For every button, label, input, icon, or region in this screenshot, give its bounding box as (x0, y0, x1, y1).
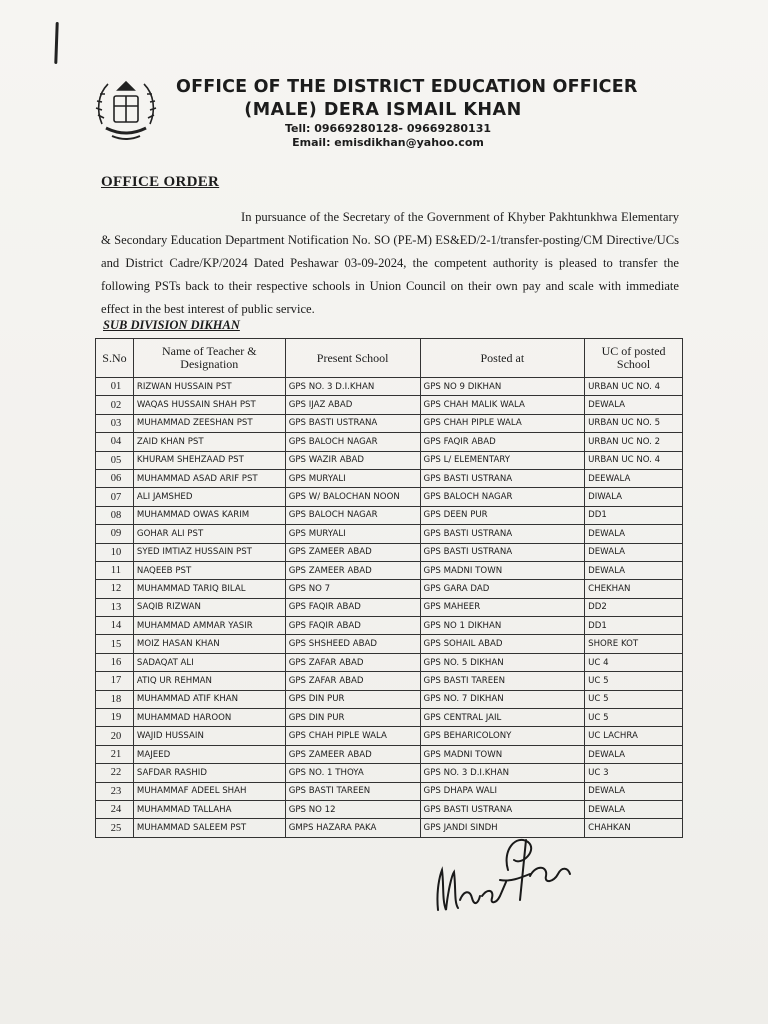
teacher-name-cell: SYED IMTIAZ HUSSAIN PST (133, 543, 285, 561)
table-row (96, 745, 683, 763)
order-body-paragraph: In pursuance of the Secretary of the Government of Khyber Pakhtunkhwa Elementary & Secondary Education Department Notification No. SO (PE-M) ES&ED/2-1/transfer-posting/CM Directive/UCs and District Cadre/KP/2024 Dated Peshawar 03-09-2024, the competent authority is pleased to transfer the following PSTs back to their respective schools in Union Council on their own pay and scale with immediate effect in the best interest of public service. (101, 210, 679, 316)
teacher-name-cell: MUHAMMAD HAROON (133, 709, 285, 727)
sno-cell: 21 (96, 745, 134, 763)
table-header-row (96, 339, 683, 378)
sno-cell: 22 (96, 764, 134, 782)
present-school-cell: GPS FAQIR ABAD (285, 617, 420, 635)
uc-cell: DEWALA (585, 525, 683, 543)
sno-cell: 15 (96, 635, 134, 653)
sno-cell: 13 (96, 598, 134, 616)
uc-cell: DD1 (585, 506, 683, 524)
teacher-name-cell: MOIZ HASAN KHAN (133, 635, 285, 653)
sno-cell: 08 (96, 506, 134, 524)
table-row (96, 433, 683, 451)
table-row (96, 469, 683, 487)
uc-cell: URBAN UC NO. 4 (585, 378, 683, 396)
posted-at-cell: GPS NO. 3 D.I.KHAN (420, 764, 585, 782)
sno-cell: 06 (96, 469, 134, 487)
teacher-name-cell: ATIQ UR REHMAN (133, 672, 285, 690)
present-school-cell: GPS IJAZ ABAD (285, 396, 420, 414)
sno-cell: 04 (96, 433, 134, 451)
teacher-name-cell: ALI JAMSHED (133, 488, 285, 506)
teacher-name-cell: MUHAMMAD AMMAR YASIR (133, 617, 285, 635)
office-order-heading: OFFICE ORDER (101, 174, 220, 190)
phone-numbers: Tell: 09669280128- 09669280131 (284, 122, 492, 135)
uc-cell: DEWALA (585, 543, 683, 561)
present-school-cell: GPS BALOCH NAGAR (285, 433, 420, 451)
uc-cell: DEWALA (585, 782, 683, 800)
header-present-school: Present School (285, 339, 420, 378)
teacher-name-cell: MUHAMMAD TALLAHA (133, 800, 285, 818)
present-school-cell: GPS WAZIR ABAD (285, 451, 420, 469)
sno-cell: 05 (96, 451, 134, 469)
present-school-cell: GPS W/ BALOCHAN NOON (285, 488, 420, 506)
uc-cell: URBAN UC NO. 2 (585, 433, 683, 451)
uc-cell: DEWALA (585, 396, 683, 414)
uc-cell: DEWALA (585, 745, 683, 763)
posted-at-cell: GPS CENTRAL JAIL (420, 709, 585, 727)
table-row (96, 672, 683, 690)
teacher-name-cell: MUHAMMAD ASAD ARIF PST (133, 469, 285, 487)
present-school-cell: GPS MURYALI (285, 469, 420, 487)
table-body (96, 378, 683, 838)
present-school-cell: GPS BASTI TAREEN (285, 782, 420, 800)
office-title-line2: (MALE) DERA ISMAIL KHAN (244, 100, 522, 120)
sno-cell: 01 (96, 378, 134, 396)
uc-cell: DIWALA (585, 488, 683, 506)
sno-cell: 18 (96, 690, 134, 708)
sno-cell: 25 (96, 819, 134, 837)
officer-signature (430, 830, 580, 920)
sno-cell: 19 (96, 709, 134, 727)
posted-at-cell: GPS CHAH MALIK WALA (420, 396, 585, 414)
table-row (96, 727, 683, 745)
teacher-name-cell: WAQAS HUSSAIN SHAH PST (133, 396, 285, 414)
sno-cell: 12 (96, 580, 134, 598)
posted-at-cell: GPS MAHEER (420, 598, 585, 616)
table-row (96, 800, 683, 818)
present-school-cell: GPS CHAH PIPLE WALA (285, 727, 420, 745)
posted-at-cell: GPS GARA DAD (420, 580, 585, 598)
teacher-name-cell: MUHAMMAD SALEEM PST (133, 819, 285, 837)
uc-cell: UC 5 (585, 690, 683, 708)
table-row (96, 414, 683, 432)
table-row (96, 635, 683, 653)
present-school-cell: GPS DIN PUR (285, 709, 420, 727)
table-row (96, 561, 683, 579)
teacher-name-cell: MUHAMMAF ADEEL SHAH (133, 782, 285, 800)
posted-at-cell: GPS NO 1 DIKHAN (420, 617, 585, 635)
present-school-cell: GPS BASTI USTRANA (285, 414, 420, 432)
table-row (96, 543, 683, 561)
letterhead (168, 76, 638, 150)
posted-at-cell: GPS JANDI SINDH (420, 819, 585, 837)
teacher-name-cell: RIZWAN HUSSAIN PST (133, 378, 285, 396)
teacher-name-cell: KHURAM SHEHZAAD PST (133, 451, 285, 469)
uc-cell: UC LACHRA (585, 727, 683, 745)
office-title-line1: OFFICE OF THE DISTRICT EDUCATION OFFICER (176, 77, 638, 97)
table-row (96, 580, 683, 598)
present-school-cell: GPS ZAMEER ABAD (285, 561, 420, 579)
uc-cell: URBAN UC NO. 5 (585, 414, 683, 432)
teacher-name-cell: MUHAMMAD TARIQ BILAL (133, 580, 285, 598)
uc-cell: UC 5 (585, 709, 683, 727)
posted-at-cell: GPS BASTI USTRANA (420, 469, 585, 487)
posted-at-cell: GPS BASTI USTRANA (420, 543, 585, 561)
sno-cell: 20 (96, 727, 134, 745)
posted-at-cell: GPS NO. 7 DIKHAN (420, 690, 585, 708)
sno-cell: 16 (96, 653, 134, 671)
table-row (96, 819, 683, 837)
teacher-name-cell: SAQIB RIZWAN (133, 598, 285, 616)
posted-at-cell: GPS FAQIR ABAD (420, 433, 585, 451)
present-school-cell: GPS ZAMEER ABAD (285, 543, 420, 561)
uc-cell: UC 4 (585, 653, 683, 671)
subdivision-heading: SUB DIVISION DIKHAN (103, 318, 240, 332)
table-row (96, 378, 683, 396)
posted-at-cell: GPS DHAPA WALI (420, 782, 585, 800)
table-row (96, 396, 683, 414)
posted-at-cell: GPS NO 9 DIKHAN (420, 378, 585, 396)
posted-at-cell: GPS SOHAIL ABAD (420, 635, 585, 653)
sno-cell: 03 (96, 414, 134, 432)
teacher-name-cell: NAQEEB PST (133, 561, 285, 579)
teacher-name-cell: WAJID HUSSAIN (133, 727, 285, 745)
posted-at-cell: GPS L/ ELEMENTARY (420, 451, 585, 469)
table-row (96, 764, 683, 782)
table-row (96, 488, 683, 506)
present-school-cell: GPS ZAFAR ABAD (285, 653, 420, 671)
posted-at-cell: GPS BALOCH NAGAR (420, 488, 585, 506)
sno-cell: 17 (96, 672, 134, 690)
uc-cell: SHORE KOT (585, 635, 683, 653)
sno-cell: 07 (96, 488, 134, 506)
present-school-cell: GPS DIN PUR (285, 690, 420, 708)
table-row (96, 617, 683, 635)
uc-cell: CHEKHAN (585, 580, 683, 598)
teacher-name-cell: ZAID KHAN PST (133, 433, 285, 451)
table-row (96, 653, 683, 671)
email-address: Email: emisdikhan@yahoo.com (292, 136, 484, 149)
present-school-cell: GPS NO 12 (285, 800, 420, 818)
present-school-cell: GPS NO. 3 D.I.KHAN (285, 378, 420, 396)
uc-cell: URBAN UC NO. 4 (585, 451, 683, 469)
teacher-name-cell: SAFDAR RASHID (133, 764, 285, 782)
posted-at-cell: GPS BASTI TAREEN (420, 672, 585, 690)
teacher-name-cell: MUHAMMAD ZEESHAN PST (133, 414, 285, 432)
table-row (96, 709, 683, 727)
header-uc: UC of posted School (585, 339, 683, 378)
table-row (96, 690, 683, 708)
present-school-cell: GPS NO 7 (285, 580, 420, 598)
header-posted-at: Posted at (420, 339, 585, 378)
present-school-cell: GPS ZAMEER ABAD (285, 745, 420, 763)
present-school-cell: GPS MURYALI (285, 525, 420, 543)
present-school-cell: GPS BALOCH NAGAR (285, 506, 420, 524)
teacher-name-cell: MAJEED (133, 745, 285, 763)
posted-at-cell: GPS CHAH PIPLE WALA (420, 414, 585, 432)
uc-cell: DEWALA (585, 800, 683, 818)
uc-cell: UC 3 (585, 764, 683, 782)
uc-cell: DEWALA (585, 561, 683, 579)
teacher-name-cell: MUHAMMAD OWAS KARIM (133, 506, 285, 524)
sno-cell: 24 (96, 800, 134, 818)
header-name: Name of Teacher & Designation (133, 339, 285, 378)
present-school-cell: GPS SHSHEED ABAD (285, 635, 420, 653)
uc-cell: UC 5 (585, 672, 683, 690)
pen-stroke-mark (54, 22, 58, 64)
present-school-cell: GPS NO. 1 THOYA (285, 764, 420, 782)
posted-at-cell: GPS DEEN PUR (420, 506, 585, 524)
table-row (96, 598, 683, 616)
sno-cell: 14 (96, 617, 134, 635)
sno-cell: 10 (96, 543, 134, 561)
posted-at-cell: GPS MADNI TOWN (420, 561, 585, 579)
table-row (96, 451, 683, 469)
posted-at-cell: GPS BASTI USTRANA (420, 800, 585, 818)
teacher-name-cell: SADAQAT ALI (133, 653, 285, 671)
table-row (96, 525, 683, 543)
posted-at-cell: GPS BEHARICOLONY (420, 727, 585, 745)
posted-at-cell: GPS BASTI USTRANA (420, 525, 585, 543)
sno-cell: 23 (96, 782, 134, 800)
uc-cell: DD2 (585, 598, 683, 616)
uc-cell: CHAHKAN (585, 819, 683, 837)
transfer-table (95, 338, 683, 838)
present-school-cell: GMPS HAZARA PAKA (285, 819, 420, 837)
sno-cell: 09 (96, 525, 134, 543)
table-row (96, 782, 683, 800)
posted-at-cell: GPS MADNI TOWN (420, 745, 585, 763)
present-school-cell: GPS FAQIR ABAD (285, 598, 420, 616)
posted-at-cell: GPS NO. 5 DIKHAN (420, 653, 585, 671)
uc-cell: DEEWALA (585, 469, 683, 487)
sno-cell: 11 (96, 561, 134, 579)
sno-cell: 02 (96, 396, 134, 414)
teacher-name-cell: GOHAR ALI PST (133, 525, 285, 543)
present-school-cell: GPS ZAFAR ABAD (285, 672, 420, 690)
header-sno: S.No (96, 339, 134, 378)
table-row (96, 506, 683, 524)
teacher-name-cell: MUHAMMAD ATIF KHAN (133, 690, 285, 708)
uc-cell: DD1 (585, 617, 683, 635)
